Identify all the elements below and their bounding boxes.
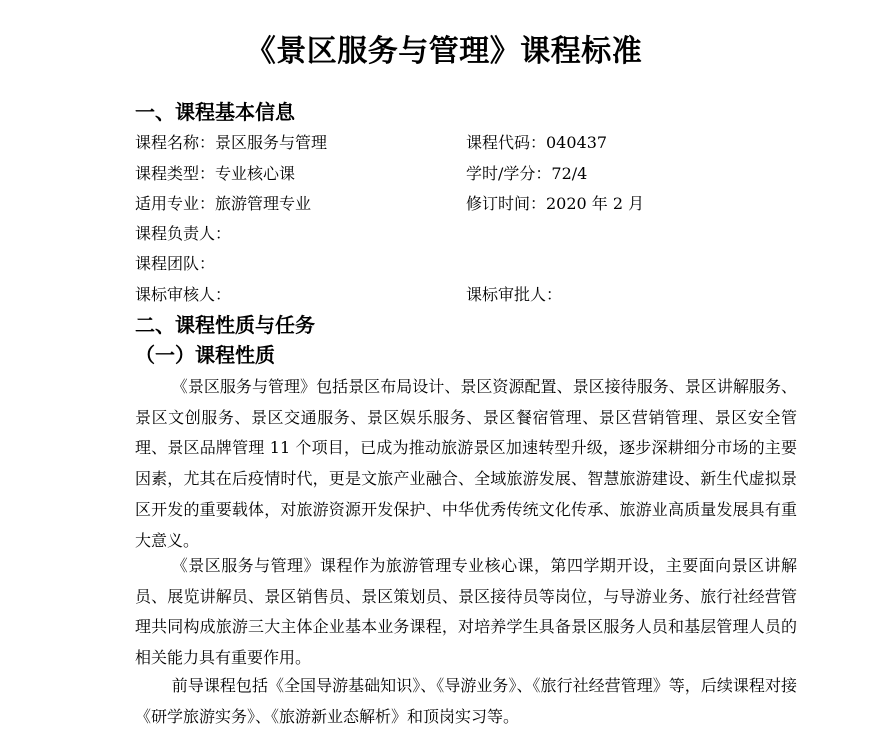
subsection-heading: （一）课程性质 (135, 343, 275, 367)
course-team: 课程团队： (135, 254, 216, 273)
info-row (135, 128, 755, 158)
info-row (135, 189, 755, 219)
info-row (135, 219, 755, 249)
section-1-heading: 一、课程基本信息 (135, 100, 295, 124)
applicable-major: 适用专业：旅游管理专业 (135, 194, 312, 213)
info-row (135, 249, 755, 279)
course-type: 课程类型：专业核心课 (135, 164, 296, 183)
document-title: 《景区服务与管理》课程标准 (245, 34, 643, 69)
standard-reviewer: 课标审核人： (135, 285, 232, 304)
info-row (135, 280, 755, 310)
revision-date: 修订时间：2020 年 2 月 (466, 194, 645, 213)
course-leader: 课程负责人： (135, 224, 232, 243)
info-row (135, 159, 755, 189)
standard-approver: 课标审批人： (466, 285, 563, 304)
course-hours-credits: 学时/学分：72/4 (466, 164, 588, 183)
section-2-heading: 二、课程性质与任务 (135, 313, 315, 337)
body-paragraph: 《景区服务与管理》课程作为旅游管理专业核心课，第四学期开设，主要面向景区讲解员、展览讲解员、景区销售员、景区策划员、景区接待员等岗位，与导游业务、旅行社经营管理共同构成旅游三大主体企业基本业务课程，对培养学生具备景区服务人员和基层管理人员的相关能力具有重要作用。 (135, 556, 797, 668)
body-paragraph: 《景区服务与管理》包括景区布局设计、景区资源配置、景区接待服务、景区讲解服务、景区文创服务、景区交通服务、景区娱乐服务、景区餐宿管理、景区营销管理、景区安全管理、景区品牌管理 11 个项目，已成为推动旅游景区加速转型升级，逐步深耕细分市场的主要因素，尤其在后疫情时代，更是文旅产业融合、全域旅游发展、智慧旅游建设、新生代虚拟景区开发的重要载体，对旅游资源开发保护、中华优秀传统文化传承、旅游业高质量发展具有重大意义。 (135, 377, 797, 550)
course-name: 课程名称：景区服务与管理 (135, 133, 328, 152)
body-paragraph: 前导课程包括《全国导游基础知识》、《导游业务》、《旅行社经营管理》等，后续课程对接《研学旅游实务》、《旅游新业态解析》和顶岗实习等。 (135, 676, 797, 726)
course-code: 课程代码：040437 (466, 133, 608, 152)
